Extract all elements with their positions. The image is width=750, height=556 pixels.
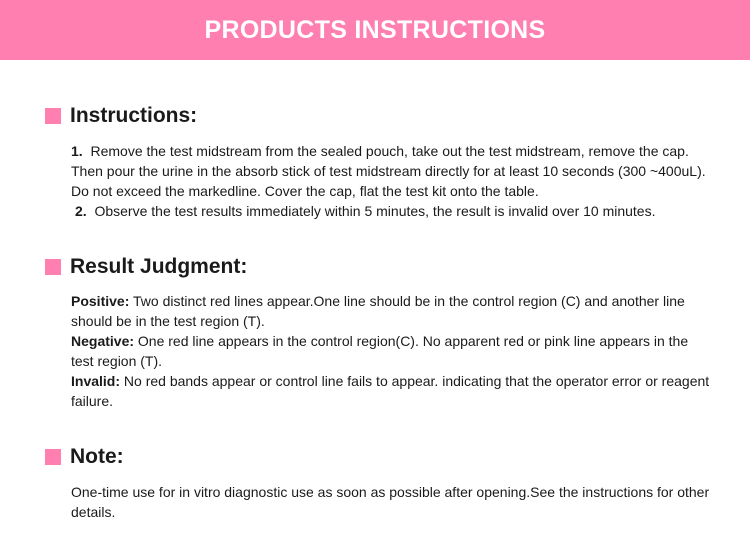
bullet-square-icon xyxy=(45,449,61,465)
step-text: Remove the test midstream from the sealed pouch, take out the test midstream, remove the cap. Then pour the urine in the absorb stick of test midstream directly for at least 10 seconds (300 ~400uL). Do not exceed the markedline. Cover the cap, flat the test kit onto the table. xyxy=(71,143,706,199)
result-title: Result Judgment: xyxy=(70,255,248,278)
result-positive xyxy=(71,291,711,331)
instruction-step-1 xyxy=(71,141,711,201)
result-header xyxy=(45,255,247,279)
result-text: No red bands appear or control line fails to appear. indicating that the operator error or reagent failure. xyxy=(71,373,710,409)
bullet-square-icon xyxy=(45,108,61,124)
note-text: One-time use for in vitro diagnostic use as soon as possible after opening.See the instructions for other details. xyxy=(71,484,710,520)
step-number: 2. xyxy=(75,203,87,219)
note-title: Note: xyxy=(70,445,124,468)
instruction-step-2 xyxy=(71,201,711,221)
bullet-square-icon xyxy=(45,259,61,275)
step-text: Observe the test results immediately within 5 minutes, the result is invalid over 10 minutes. xyxy=(94,203,656,219)
result-label: Invalid: xyxy=(71,373,121,389)
note-body xyxy=(71,482,711,522)
result-text: One red line appears in the control region(C). No apparent red or pink line appears in the test region (T). xyxy=(71,333,689,369)
page-title: PRODUCTS INSTRUCTIONS xyxy=(204,15,546,44)
note-header xyxy=(45,445,124,469)
result-body xyxy=(71,291,711,411)
result-label: Positive: xyxy=(71,293,130,309)
result-negative xyxy=(71,331,711,371)
result-label: Negative: xyxy=(71,333,135,349)
result-text: Two distinct red lines appear.One line should be in the control region (C) and another line should be in the test region (T). xyxy=(71,293,685,329)
instructions-body xyxy=(71,141,711,221)
header-banner xyxy=(0,0,750,60)
result-invalid xyxy=(71,371,711,411)
instructions-header xyxy=(45,104,197,128)
step-number: 1. xyxy=(71,143,83,159)
instructions-title: Instructions: xyxy=(70,104,198,127)
